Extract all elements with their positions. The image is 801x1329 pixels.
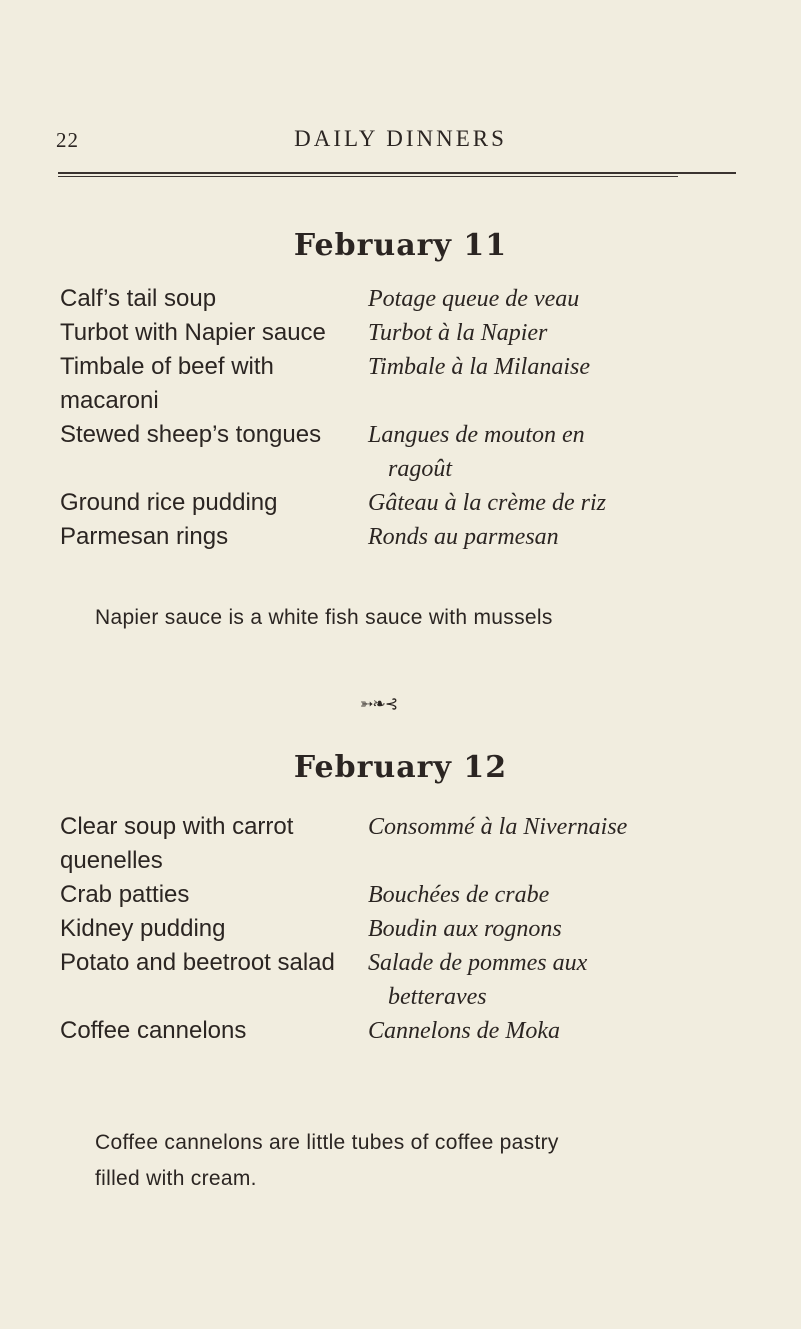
dish-french-line2: betteraves bbox=[388, 984, 487, 1010]
dish-french: Cannelons de Moka bbox=[368, 1018, 560, 1044]
header-rule bbox=[58, 172, 736, 174]
header-rule-thin bbox=[58, 176, 678, 177]
menu-feb11 bbox=[60, 282, 760, 554]
menu-row bbox=[60, 282, 760, 316]
day-title-feb11: February 11 bbox=[293, 228, 508, 263]
dish-french: Potage queue de veau bbox=[368, 286, 580, 312]
dish-english: Turbot with Napier sauce bbox=[60, 319, 326, 346]
running-head: DAILY DINNERS bbox=[294, 126, 507, 151]
dish-english bbox=[60, 810, 368, 878]
dish-french: Ronds au parmesan bbox=[368, 524, 559, 550]
note-feb11: Napier sauce is a white fish sauce with mussels bbox=[95, 606, 553, 629]
dish-french: Timbale à la Milanaise bbox=[368, 354, 590, 380]
menu-row bbox=[60, 912, 760, 946]
dish-english-line1: Clear soup with carrot bbox=[60, 813, 294, 840]
dish-french bbox=[368, 946, 760, 1014]
menu-row bbox=[60, 350, 760, 418]
menu-row bbox=[60, 486, 760, 520]
dish-french: Consommé à la Nivernaise bbox=[368, 814, 628, 840]
dish-french: Bouchées de crabe bbox=[368, 882, 550, 908]
menu-row bbox=[60, 946, 760, 1014]
menu-row bbox=[60, 418, 760, 486]
dish-english: Parmesan rings bbox=[60, 523, 229, 550]
menu-row bbox=[60, 810, 760, 878]
dish-english-line2: quenelles bbox=[60, 847, 163, 874]
ornament-divider: ➳❧⊰ bbox=[360, 696, 398, 713]
note-line2: filled with cream. bbox=[95, 1167, 257, 1190]
dish-english: Kidney pudding bbox=[60, 915, 226, 942]
note-line1: Coffee cannelons are little tubes of coffee pastry bbox=[95, 1131, 559, 1154]
dish-english-line2: macaroni bbox=[60, 387, 159, 414]
dish-english bbox=[60, 350, 368, 418]
dish-french-line2: ragoût bbox=[388, 456, 453, 482]
menu-row bbox=[60, 520, 760, 554]
page-number: 22 bbox=[56, 128, 79, 152]
dish-english: Stewed sheep’s tongues bbox=[60, 421, 322, 448]
dish-english: Ground rice pudding bbox=[60, 489, 278, 516]
dish-french: Gâteau à la crème de riz bbox=[368, 490, 606, 516]
dish-english: Coffee cannelons bbox=[60, 1017, 247, 1044]
dish-english-line1: Timbale of beef with bbox=[60, 353, 274, 380]
menu-row bbox=[60, 1014, 760, 1048]
menu-row bbox=[60, 316, 760, 350]
note-feb12 bbox=[95, 1125, 775, 1197]
dish-english: Calf’s tail soup bbox=[60, 285, 217, 312]
dish-english: Crab patties bbox=[60, 881, 190, 908]
dish-french-line1: Langues de mouton en bbox=[368, 422, 585, 448]
menu-feb12 bbox=[60, 810, 760, 1048]
dish-english: Potato and beetroot salad bbox=[60, 949, 335, 976]
day-title-feb12: February 12 bbox=[293, 750, 508, 785]
dish-french: Boudin aux rognons bbox=[368, 916, 562, 942]
menu-row bbox=[60, 878, 760, 912]
dish-french: Turbot à la Napier bbox=[368, 320, 548, 346]
dish-french-line1: Salade de pommes aux bbox=[368, 950, 588, 976]
dish-french bbox=[368, 418, 760, 486]
